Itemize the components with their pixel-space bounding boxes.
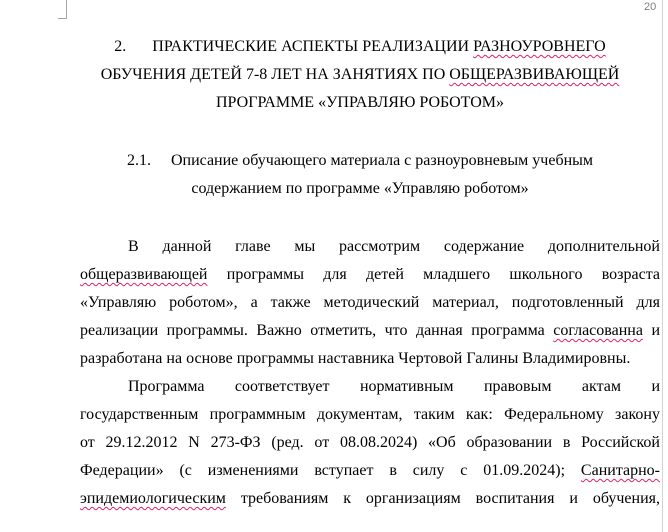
paragraph-2-line-5 [80, 489, 660, 508]
text-run: требованиям к организациям воспитания и обучения, [225, 490, 660, 507]
text-run: программы для детей младшего школьного возраста [207, 266, 660, 283]
paragraph-2-line-2: государственным программным документам, таким как: Федеральному закону [80, 406, 660, 423]
section-heading-line-2: содержанием по программе «Управляю роботом» [191, 180, 529, 197]
paragraph-2-line-3: от 29.12.2012 N 273-ФЗ (ред. от 08.08.2024) «Об образовании в Российской [80, 434, 660, 451]
chapter-heading-line-1 [60, 37, 660, 56]
spellcheck-word[interactable]: Санитарно- [580, 462, 660, 479]
text-run: и [642, 322, 661, 339]
paragraph-1-line-4 [80, 321, 660, 340]
paragraph-1-line-3: «Управляю роботом», а также методический материал, подготовленный для [80, 294, 660, 311]
section-heading-line-1 [60, 151, 660, 170]
spellcheck-word[interactable]: ОБЩЕРАЗВИВАЮЩЕЙ [449, 66, 620, 83]
spellcheck-word[interactable]: эпидемиологическим [80, 490, 226, 507]
chapter-heading-line-3: ПРОГРАММЕ «УПРАВЛЯЮ РОБОТОМ» [215, 94, 505, 111]
paragraph-1-line-1: В данной главе мы рассмотрим содержание дополнительной [128, 238, 660, 255]
paragraph-1-line-2 [80, 265, 660, 284]
text-run: реализации программы. Важно отметить, что данная программа [80, 322, 554, 339]
chapter-heading-line-2 [60, 65, 660, 84]
text-run: Федерации» (с изменениями вступает в силу с 01.09.2024); [80, 462, 581, 479]
section-title-part: Описание обучающего материала с разноуровневым учебным [170, 152, 594, 169]
paragraph-2-line-4 [80, 461, 660, 480]
chapter-number: 2. [114, 38, 127, 55]
paragraph-1-line-5: разработана на основе программы наставника Чертовой Галины Владимировны. [80, 350, 631, 367]
section-number: 2.1. [126, 152, 151, 169]
spellcheck-word[interactable]: РАЗНОУРОВНЕГО [473, 38, 606, 55]
chapter-title-part: ПРАКТИЧЕСКИЕ АСПЕКТЫ РЕАЛИЗАЦИИ [152, 38, 474, 55]
chapter-title-part: ОБУЧЕНИЯ ДЕТЕЙ 7-8 ЛЕТ НА ЗАНЯТИЯХ ПО [100, 66, 450, 83]
page-edge [662, 0, 663, 532]
spellcheck-word[interactable]: согласованна [553, 322, 643, 339]
page-number: 20 [644, 1, 657, 13]
paragraph-2-line-1: Программа соответствует нормативным правовым актам и [128, 378, 660, 395]
margin-corner-mark [58, 0, 67, 19]
spellcheck-word[interactable]: общеразвивающей [80, 266, 208, 283]
